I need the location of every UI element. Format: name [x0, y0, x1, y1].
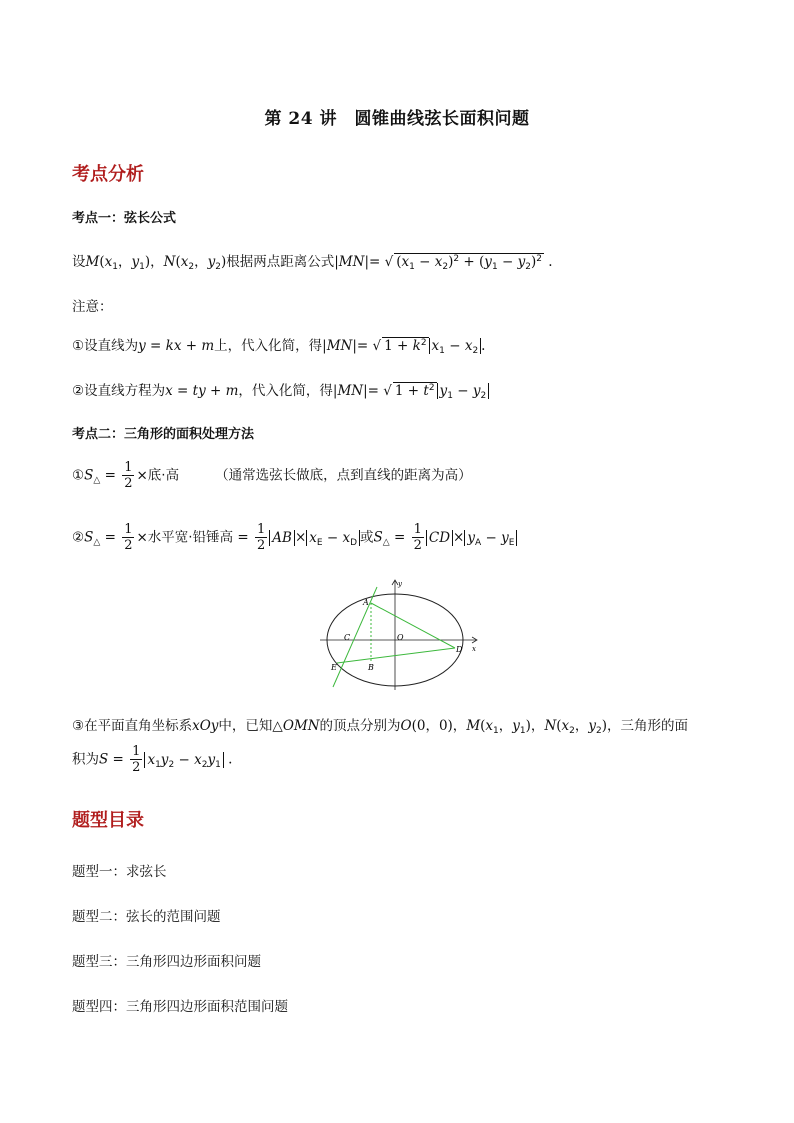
page-title: 第 24 讲 圆锥曲线弦长面积问题 [264, 109, 530, 129]
toc-item-3: 题型三：三角形四边形面积问题 [72, 954, 261, 970]
intro-text-b: 根据两点距离公式 [226, 254, 335, 270]
note-item-1: ①设直线为y = kx + m上，代入化简，得|MN|= √ $1 + k^2$ $x_1 - x_2$ . [72, 338, 486, 356]
section-heading-toc: 题型目录 [72, 810, 144, 831]
area1-text: ×底·高 [136, 467, 180, 484]
area3-text-c: 的顶点分别为 [319, 718, 401, 734]
toc-item-4: 题型四：三角形四边形面积范围问题 [72, 999, 288, 1015]
area2-or: 或 [360, 529, 374, 546]
note-label: 注意： [72, 299, 113, 315]
green-segment-ED [337, 648, 455, 663]
note1-text-a: ①设直线为 [72, 338, 139, 354]
area3-text-b: 中，已知△ [218, 718, 283, 734]
note2-text-b: ，代入化简，得 [238, 383, 333, 399]
intro-text-a: 设 [72, 254, 86, 270]
toc-item-2: 题型二：弦长的范围问题 [72, 909, 221, 925]
area2-text: ×水平宽·铅锤高 [136, 529, 234, 546]
label-O: O [397, 633, 404, 642]
toc-item-1: 题型一：求弦长 [72, 864, 167, 880]
area-item-3-line1: ③在平面直角坐标系xOy中，已知△OMN的顶点分别为O(0，0)，$M(x_1$，$y_1$)，$N(x_2$，$y_2$)，三角形的面 [72, 718, 689, 736]
label-D: D [456, 645, 463, 654]
area3-text-d: ，三角形的面 [607, 718, 689, 734]
label-E: E [331, 663, 337, 672]
area-item-1: $①S_\triangle$ = $\frac{1}{2}$ ×底·高 （通常选弦长做底，点到直线的距离为高） [72, 460, 472, 491]
area1-note: （通常选弦长做底，点到直线的距离为高） [215, 467, 472, 484]
point2-heading: 考点二：三角形的面积处理方法 [72, 427, 255, 442]
label-y: y [398, 580, 402, 588]
label-x: x [472, 645, 476, 653]
area3-text-e: 积为 [72, 751, 99, 768]
distance-formula-line: 设$M(x_1$，$y_1$)，$N(x_2$，$y_2$)根据两点距离公式|MN|= √ $(x_1 - x_2)^2 + (y_1 - y_2)^2$ . [72, 254, 553, 272]
label-A: A [363, 598, 369, 607]
label-C: C [344, 633, 351, 642]
label-B: B [368, 663, 374, 672]
note2-text-a: ②设直线方程为 [72, 383, 166, 399]
note1-text-b: 上，代入化简，得 [214, 338, 323, 354]
area-item-2: $②S_\triangle$ = $\frac{1}{2}$ ×水平宽·铅锤高 = $\frac{1}{2}$ AB × $x_E - x_D$ 或$S_\triangle$ = $\frac{1}{2}$ CD × $y_A - y_E$ [72, 522, 517, 553]
section-heading-analysis: 考点分析 [72, 164, 144, 185]
green-line-AE [333, 587, 377, 687]
ellipse-figure [315, 577, 485, 692]
area-item-3-line2: 积为S = $\frac{1}{2}$ $x_1y_2 - x_2y_1$ . [72, 744, 233, 775]
point1-heading: 考点一：弦长公式 [72, 211, 177, 226]
area3-text-a: ③在平面直角坐标系 [72, 718, 193, 734]
green-segment-AD [371, 603, 455, 648]
note-item-2: ②设直线方程为x = ty + m，代入化简，得|MN|= √ $1 + t^2$ $y_1 - y_2$ [72, 379, 489, 401]
